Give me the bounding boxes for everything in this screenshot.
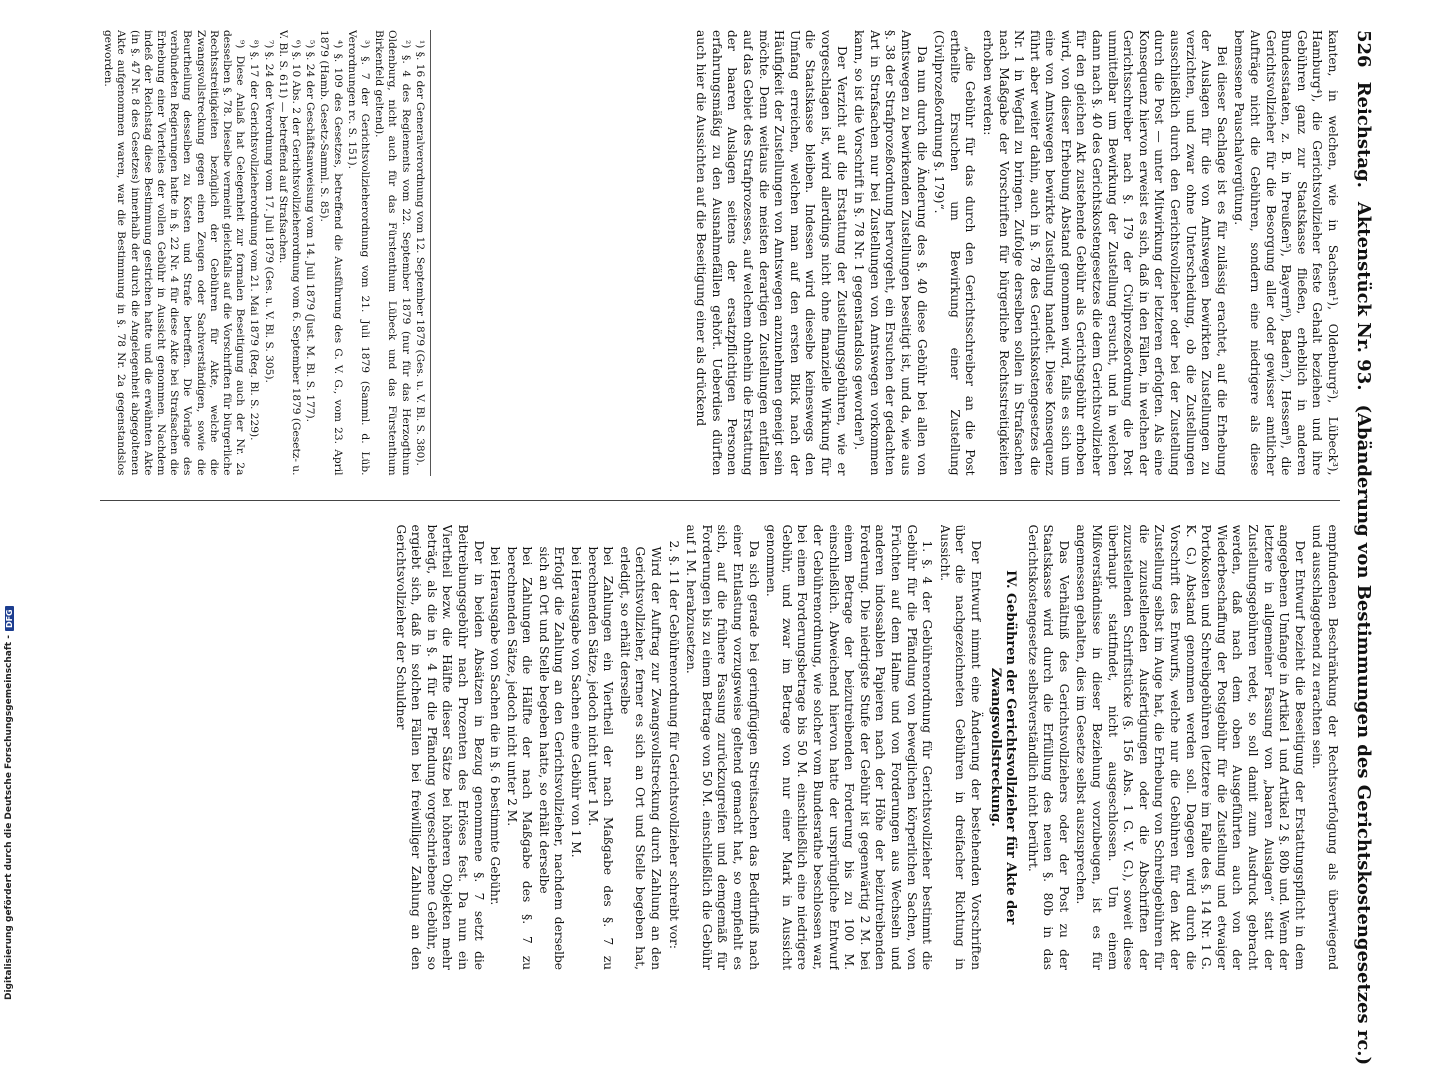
section-heading: IV. Gebühren der Gerichtsvollzieher für Akte der Zwangsvollstreckung. (987, 570, 1019, 925)
digitization-credit-text: Digitalisierung gefördert durch die Deutsche Forschungsgemeinschaft - (4, 635, 14, 1000)
dfg-logo: DFG (5, 606, 14, 631)
paragraph: „die Gebühr für das durch den Gerichtsschreiber an die Post ertheilte Ersuchen um Bewirkung einer Zustellung (Civilprozeßordnung §. 179)“. (932, 30, 978, 476)
header-source: Reichstag. (1353, 81, 1374, 188)
footnote: ⁴) §. 109 des Gesetzes, betreffend die Ausführung des G. V. G., vom 23. April 1879 (Hamb. Gesetz-Samml. S. 85). (318, 30, 344, 476)
text-columns (100, 30, 1340, 970)
page-header (1346, 30, 1374, 1065)
footnote: ¹) §. 16 der Generalverordnung vom 12. September 1879 (Ges. u. V. Bl. S. 380). (413, 40, 426, 466)
quote-line: bei Herausgabe von Sachen eine Gebühr von 1 M. (569, 546, 584, 858)
footnote: ⁸) §. 17 der Gerichtsvollzieherordnung vom 21. Mai 1879 (Reg. Bl. S. 229). (248, 40, 261, 441)
paragraph: Der Entwurf bezieht die Beseitigung der Erstattungspflicht in dem angegebenen Umfange in Artikel 1 und Artikel 2 §. 80b und. Wenn der letztere in allgemeiner Fassung von „baaren Auslagen“ statt der Zustellungsgebühren redet, so soll damit zum Ausdruck gebracht werden, daß nach dem oben Ausgeführten auch von der Wiederbeschaffung der Postgebühr für die Zustellung und etwaiger Portokosten und Schreibgebühren (letztere im Falle des §. 14 Nr. 1 G. K. G.) Abstand genommen werden soll. Dagegen wird durch die Vorschrift des Entwurfs, welche nur die Gebühren für den Akt der Zustellung selbst im Auge hat, die Erhebung von Schreibgebühren für die zuzustellenden Ausfertigungen oder die Abschriften der zuzustellenden Schriftstücke (§. 156 Abs. 1 G. V. G.), soweit diese überhaupt stattfindet, nicht ausgeschlossen. Um einem Mißverständnisse in dieser Beziehung vorzubeugen, ist es für angemessen gehalten, dies im Gesetze selbst auszusprechen. (1074, 524, 1307, 970)
paragraph: kanten, in welchen, wie in Sachsen¹), Oldenburg²), Lübeck³), Hamburg⁴), die Gerichtsvollzieher feste Gehalt beziehen und ihre Gebühren ganz zur Staatskasse fließen, erheblich in anderen Bundesstaaten, z. B. in Preußen⁵), Bayern⁶), Baden⁷), Hessen⁸), die Gerichtsvollzieher für die Besorgung aller oder gewisser amtlicher Aufträge nicht die Gebühren, sondern eine niedrigere als diese bemessene Pauschalvergütung. (1232, 30, 1340, 476)
paragraph: 1. §. 4 der Gebührenordnung für Gerichtsvollzieher bestimmt die Gebühr für die Pfändung von beweglichen körperlichen Sachen, von Früchten auf dem Halme und von Forderungen aus Wechseln und anderen indossablen Papieren nach der Höhe der beizutreibenden Forderung. Die niedrigste Stufe der Gebühr ist gegenwärtig 2 M. bei einem Betrage der beizutreibenden Forderung bis zu 100 M. einschließlich. Abweichend hiervon hatte der ursprüngliche Entwurf der Gebührenordnung, wie solcher vom Bundesrathe beschlossen war, bei einem Forderungsbetrage bis 50 M. einschließlich eine niedrigere Gebühr, und zwar im Betrage von nur einer Mark in Aussicht genommen. (764, 524, 935, 970)
footnote: ⁷) §. 24 der Verordnung vom 17. Juli 1879 (Ges. u. V. Bl. S. 305). (262, 40, 275, 383)
quote-line: bei Zahlungen die Hälfte der nach Maßgabe des §. 7 zu berechnenden Sätze, jedoch nicht unter 2 M. (504, 546, 535, 970)
header-document-no: Aktenstück Nr. 93. (1353, 201, 1374, 391)
footnote: ³) §. 7 der Gerichtsvollzieherordnung vom 21. Juli 1879 (Samml. d. Lüb. Verordnungen rc. S. 151). (345, 30, 372, 476)
paragraph: 2. §. 11 der Gebührenordnung für Gerichtsvollzieher schreibt vor: (666, 540, 681, 949)
page-number: 526 (1353, 30, 1374, 68)
paragraph: Der in beiden Absätzen in Bezug genommene §. 7 setzt die Beitreibungsgebühr nach Prozenten des Erlöses fest. Da nun ein Viertheil bezw. die Hälfte dieser Sätze bei höheren Objekten mehr beträgt, als die in §. 4 für die Pfändung vorgeschriebene Gebühr, so ergiebt sich, daß in solchen Fällen bei freiwilliger Zahlung an den Gerichtsvollzieher der Schuldner (393, 524, 486, 970)
footnote: ⁶) §. 10 Abs. 2 der Gerichtsvollzieherordnung vom 6. September 1879 (Gesetz- u. V. Bl. S. 611) — betreffend auf Strafsachen. (276, 30, 303, 476)
footnote: ⁹) Diese Anlaß hat Gelegenheit zur formalen Beseitigung auch der Nr. 2a desselben §. 78. Dieselbe vermeint gleichfalls auf die Vorschriften für bürgerliche Rechtsstreitigkeiten bezüglich der Gebühren für Akte, welche die Zwangsvollstreckung gegen einen Zeugen oder Sachverständigen, sowie die Beurtheilung desselben zu Kosten und Strafe betreffen. Die Vorlage des verbündeten Regierungen hatte in §. 22 Nr. 4 für diese Akte bei Strafsachen die Erhebung einer Vierteiles der vollen Gebühr in Aussicht genommen. Nachdem indeß der Reichstag diese Bestimmung gestrichen hatte und die erwähnten Akte (in §. 47 Nr. 8 des Gesetzes) innerhalb der durch die Angelegenheit abgegoltenen Akte aufgenommen waren, war die Bestimmung in §. 78 Nr. 2a gegenstandslos geworden. (102, 30, 247, 476)
paragraph: empfundenen Beschränkung der Rechtsverfolgung als überwiegend und ausschlaggebend zu erachten sein. (1310, 524, 1340, 970)
quote-line: Erfolgt die Zahlung an den Gerichtsvollzieher, nachdem derselbe sich an Ort und Stelle begeben hatte, so erhält derselbe (536, 546, 567, 970)
right-column (100, 525, 1340, 971)
paragraph: Der Entwurf nimmt eine Änderung der bestehenden Vorschriften über die nachgezeichneten Gebühren in dreifacher Richtung in Aussicht. (937, 524, 983, 970)
footnote: ⁵) §. 24 der Geschäftsanweisung vom 14. Juli 1879 (Just. M. Bl. S. 177). (304, 40, 317, 423)
quoted-provision (487, 525, 664, 971)
header-title: (Abänderung von Bestimmungen des Gerichtskostengesetzes rc.) (1353, 404, 1374, 1065)
quote-line: bei Zahlungen ein Viertheil der nach Maßgabe des §. 7 zu berechnenden Sätze, jedoch nicht unter 1 M. (585, 546, 616, 970)
digitization-credit (4, 100, 14, 1000)
paragraph: Das Verhältniß des Gerichtsvollziehers oder der Post zu der Staatskasse wird durch die Erfüllung des neuen §. 80b in das Gerichtskostengesetze selbstverständlich nicht berührt. (1025, 524, 1071, 970)
footnote: ²) §. 4 des Reglements vom 22. September 1879 (nur für das Herzogthum Oldenburg, nicht auch für das Fürstenthum Lübeck und das Fürstenthum Birkenfeld geltend). (373, 30, 412, 476)
quote-line: bei Herausgabe von Sachen die in §. 6 bestimmte Gebühr. (488, 546, 503, 906)
column-divider (100, 500, 1340, 501)
left-column (100, 30, 1340, 476)
rotated-page (80, 0, 1380, 1065)
paragraph: Da sich gerade bei geringfügigen Streitsachen das Bedürfniß nach einer Entlastung vorzugsweise geltend gemacht hat, so empfiehlt es sich, auf die frühere Fassung zurückzugreifen und demgemäß für Forderungen bis zu einem Betrage von 50 M. einschließlich die Gebühr auf 1 M. herabzusetzen. (684, 524, 761, 970)
paragraph: Da nun durch die Änderung des §. 40 diese Gebühr bei allen von Amtswegen zu bewirkenden Zustellungen beseitigt ist, und da, wie aus §. 38 der Strafprozeßordnung hervorgeht, ein Ersuchen der gedachten Art in Strafsachen nur bei Zustellungen von Amtswegen vorkommen kann, so ist die Vorschrift in §. 78 Nr. 1 gegenstandslos geworden⁹). (852, 30, 929, 476)
paragraph: Der Verzicht auf die Erstattung der Zustellungsgebühren, wie er vorgeschlagen ist, wird allerdings nicht ohne finanzielle Wirkung für die Staatskasse bleiben. Indessen wird dieselbe keineswegs den Umfang erreichen, welchen man auf den ersten Blick nach der Häufigkeit der Zustellungen von Amtswegen anzunehmen geneigt sein möchte. Denn weitaus die meisten derartigen Zustellungen entfallen auf das Gebiet des Strafprozesses, auf welchem ohnehin die Erstattung der baaren Auslagen seitens der ersatzpflichtigen Personen erfahrungsmäßig zu den Ausnahmefällen gehört. Ueberdies dürften auch hier die Aussichten auf die Beseitigung einer als drückend (694, 30, 849, 476)
quote-line: Wird der Auftrag zur Zwangsvollstreckung durch Zahlung an den Gerichtsvollzieher, ferner es sich an Ort und Stelle begeben hat, erledigt, so erhält derselbe (617, 546, 664, 970)
paragraph: Bei dieser Sachlage ist es für zulässig erachtet, auf die Erhebung der Auslagen für die von Amtswegen bewirkten Zustellungen zu verzichten, und zwar ohne Unterscheidung, ob die Zustellungen ausschließlich durch den Gerichtsvollzieher oder bei der Zustellung durch die Post — unter Mitwirkung der letzteren erfolgten. Als eine Konsequenz hiervon erweist es sich, daß in den Fällen, in welchen der Gerichtsschreiber nach §. 179 der Civilprozeßordnung die Post unmittelbar um Bewirkung der Zustellung ersucht, und in welchen dann nach §. 40 des Gerichtskostengesetzes die dem Gerichtsvollzieher für den gleichen Akt zustehende Gebühr als Gerichtsgebühr erhoben wird, von dieser Erhebung Abstand genommen wird, falls es sich um eine von Amtswegen bewirkte Zustellung handelt. Diese Konsequenz führt aber weiter dahin, auch in §. 78 des Gerichtskostengesetzes die Nr. 1 in Wegfall zu bringen. Zufolge derselben sollen in Strafsachen nach Maßgabe der Vorschriften für bürgerliche Rechtsstreitigkeiten erhoben werden: (980, 30, 1229, 476)
footnotes (100, 30, 431, 476)
